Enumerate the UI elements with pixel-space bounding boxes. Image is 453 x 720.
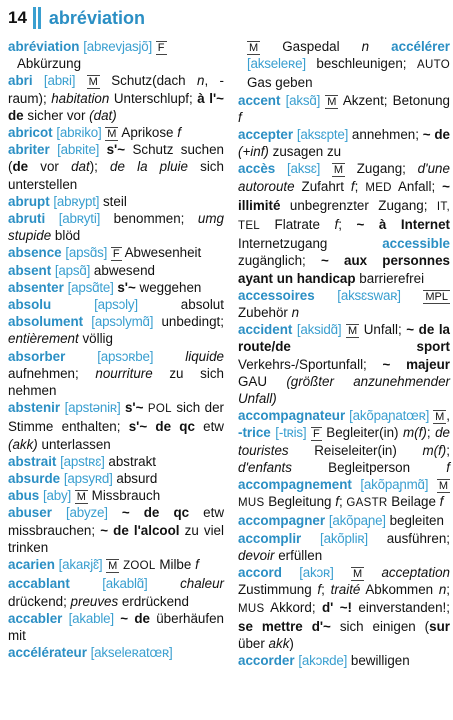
gender-label: M	[108, 560, 118, 573]
context: traité	[330, 582, 361, 598]
phonetic: [akaʀjɛ̃]	[58, 557, 103, 573]
headword: abuser	[8, 505, 52, 521]
dictionary-entry	[8, 575, 224, 609]
headword: abricot	[8, 125, 53, 141]
headword: acarien	[8, 557, 55, 573]
translation: Verkehrs-/Sportunfall;	[238, 356, 367, 372]
translation: ausführen;	[386, 530, 450, 546]
field-label: MUS	[238, 602, 265, 615]
phonetic: [apsɔlymɑ̃]	[91, 314, 154, 330]
gender-abbrev: n	[291, 305, 300, 321]
headword: abréviation	[8, 39, 80, 54]
translation: Zustimmung	[238, 582, 318, 598]
phonetic: [abʀypt]	[53, 193, 100, 209]
phonetic: [abʀi]	[43, 73, 76, 89]
translation: aufnehmen;	[8, 365, 79, 381]
gender-abbrev: f	[317, 582, 322, 598]
context: de la pluie	[110, 159, 188, 175]
phonetic: [abʀite]	[57, 142, 100, 158]
gender-abbrev: n	[438, 582, 447, 598]
phrase: s'~	[117, 279, 136, 295]
translation: drückend;	[8, 593, 67, 609]
dictionary-entry	[8, 504, 224, 556]
translation: Schutz suchen (	[8, 142, 224, 175]
phonetic: [apsɔʀbe]	[97, 348, 154, 364]
dictionary-entry	[8, 610, 224, 644]
phonetic: [apsɔly]	[94, 297, 138, 313]
dictionary-entry	[8, 124, 224, 141]
headword: accompagner	[238, 513, 326, 529]
translation: bewilligen	[350, 653, 410, 669]
dictionary-entry	[238, 512, 450, 529]
gender-label: MPL	[425, 290, 448, 303]
gender-abbrev: f	[350, 178, 355, 194]
gender-abbrev: f	[439, 494, 444, 510]
phonetic: [akõpliʀ]	[320, 530, 368, 546]
dictionary-entry	[8, 244, 224, 261]
phrase: ~ majeur	[382, 356, 450, 372]
translation: GAU	[238, 373, 268, 389]
field-label: ZOOL	[123, 560, 156, 573]
headword: abruti	[8, 211, 46, 227]
headword: abriter	[8, 142, 50, 158]
translation: , -raum);	[8, 73, 224, 106]
headword: accélérateur	[8, 645, 87, 661]
field-label: POL	[147, 403, 172, 416]
dictionary-entry	[8, 556, 224, 575]
page-header	[8, 4, 145, 32]
translation: abwesend	[93, 262, 155, 278]
gender-abbrev: f	[195, 557, 199, 573]
translation: erfüllen	[278, 547, 323, 563]
dictionary-entry	[238, 126, 450, 160]
translation: ;	[446, 442, 450, 458]
translation: Schutz(dach	[111, 73, 197, 89]
phonetic: [akɔʀde]	[298, 653, 348, 669]
translation: ;	[338, 217, 342, 233]
phonetic: [akõpaɲmɑ̃]	[360, 477, 429, 493]
dictionary-entry	[238, 652, 450, 669]
phonetic: [akable]	[68, 610, 114, 626]
headword: absence	[8, 245, 62, 261]
field-label: GASTR	[346, 497, 388, 510]
translation: barrierefrei	[359, 270, 425, 286]
phonetic: [akablɑ̃]	[102, 576, 148, 592]
gender-label: M	[333, 164, 344, 177]
translation: begleiten	[389, 513, 444, 529]
gender-label: M	[107, 128, 117, 141]
left-column	[8, 38, 224, 661]
headword: accompagnateur	[238, 408, 346, 424]
headword: abstenir	[8, 400, 61, 416]
translation: vor	[40, 159, 59, 175]
dictionary-entry	[8, 210, 224, 244]
phonetic: [aksɛpte]	[296, 127, 349, 143]
case-label: (akk)	[8, 436, 38, 452]
phrase: ~ de l'alcool	[100, 522, 180, 538]
translation: Akkord;	[270, 599, 316, 615]
phonetic: [abʀyti]	[58, 211, 101, 227]
translation: Internetzugang	[238, 236, 328, 252]
headword: abus	[8, 488, 40, 504]
headword: absolument	[8, 314, 84, 330]
phonetic: [apsɑ̃te]	[67, 279, 114, 295]
gender-abbrev: f	[334, 217, 339, 233]
gender-label: M	[438, 480, 448, 493]
dictionary-entry	[8, 453, 224, 470]
translation: Gaspedal	[282, 39, 362, 54]
phrase: ~ de qc	[121, 505, 190, 521]
translation: sicher vor	[27, 107, 86, 123]
gender-label: F	[157, 42, 165, 54]
phonetic: [aksɛswaʀ]	[337, 287, 401, 303]
phonetic: [apstʀɛ]	[60, 453, 105, 469]
translation: Missbrauch	[91, 488, 161, 504]
translation: Beilage	[391, 494, 440, 510]
headword: accent	[238, 92, 281, 108]
phonetic: [-tʀis]	[275, 425, 307, 441]
context: d'enfants	[238, 459, 292, 475]
translation: ;	[338, 494, 347, 510]
headword: accident	[238, 322, 293, 338]
translation: absolut	[180, 297, 224, 313]
headword: accessible	[382, 236, 450, 252]
translation: völlig	[82, 331, 113, 347]
translation: annehmen;	[351, 127, 419, 143]
dictionary-entry	[238, 321, 450, 407]
phonetic: [akseleʀatœʀ]	[90, 645, 173, 661]
phrase: se mettre d'~	[238, 618, 331, 634]
case-label: (dat)	[89, 107, 117, 123]
translation: weggehen	[139, 279, 202, 295]
translation: ;	[426, 425, 436, 441]
translation: absurd	[116, 471, 158, 487]
translation: )	[289, 635, 294, 651]
field-label: IT, TEL	[238, 200, 450, 233]
right-column	[238, 38, 450, 669]
dictionary-entry	[238, 564, 450, 652]
translation: Flatrate	[274, 217, 335, 233]
gender-label: M	[76, 491, 86, 504]
translation: Anfall;	[398, 178, 436, 194]
case-label: dat	[71, 159, 90, 175]
phonetic: [apsyʀd]	[63, 471, 113, 487]
context: (größter anzunehmender Unfall)	[238, 373, 450, 407]
dictionary-entry	[8, 487, 224, 504]
gender-abbrev: n	[361, 39, 370, 54]
phonetic: [apsɑ̃]	[54, 262, 91, 278]
translation: sich der Stimme enthalten;	[8, 400, 224, 435]
gender-label: F	[112, 248, 120, 261]
translation: Abkommen	[365, 582, 439, 598]
phonetic: [aksidɑ̃]	[296, 322, 342, 338]
field-label: MUS	[238, 497, 265, 510]
header-divider	[33, 7, 36, 29]
headword: accomplir	[238, 530, 302, 546]
phrase: s'~ de qc	[128, 419, 195, 435]
headword: absurde	[8, 471, 61, 487]
dictionary-entry	[8, 470, 224, 487]
dictionary-entry	[8, 141, 224, 193]
gender-label: M	[435, 411, 445, 424]
headword: accablant	[8, 576, 70, 592]
translation: Begleitperson	[328, 459, 447, 475]
context: d'une autoroute	[238, 161, 450, 194]
context: liquide	[185, 348, 224, 364]
headword: -trice	[238, 425, 271, 441]
phrase: ~ de	[422, 127, 450, 143]
headword: accord	[238, 565, 282, 581]
dictionary-entry	[238, 287, 450, 321]
gender-abbrev: f	[238, 109, 242, 125]
headword: absenter	[8, 279, 64, 295]
field-label: MED	[365, 181, 392, 194]
translation: zusagen zu	[272, 144, 342, 160]
translation: etw	[203, 419, 224, 435]
gender-abbrev: m(f)	[422, 442, 447, 458]
headword: abstrait	[8, 453, 57, 469]
gender-label: M	[348, 325, 358, 338]
gender-abbrev: f	[177, 125, 181, 141]
headword: absolu	[8, 297, 52, 313]
phrase: sur	[429, 618, 450, 634]
translation: zu sich nehmen	[8, 365, 224, 399]
translation: ;	[321, 582, 331, 598]
context: acceptation	[381, 565, 450, 581]
header-divider	[38, 7, 41, 29]
translation: unbedingt;	[161, 314, 224, 330]
translation: blöd	[54, 228, 81, 244]
translation: etw missbrauchen;	[8, 505, 224, 538]
phrase: ~ de la route/de sport	[238, 322, 450, 355]
translation: Unfall;	[363, 322, 402, 338]
phonetic: [akɔʀ]	[299, 565, 334, 581]
translation: ;	[446, 582, 451, 598]
case-label: (+inf)	[238, 144, 269, 160]
translation: Begleiter(in)	[326, 425, 404, 441]
translation: zugänglich;	[238, 253, 306, 269]
dictionary-entry	[238, 407, 450, 512]
phonetic: [akõpaɲatœʀ]	[349, 408, 430, 424]
phrase: à l'~ de	[8, 90, 224, 123]
dictionary-entry	[8, 38, 224, 72]
translation: Aprikose	[121, 125, 178, 141]
field-label: AUTO	[417, 59, 450, 72]
context: habitation	[51, 90, 110, 106]
headword: accessoires	[238, 287, 315, 303]
headword: accorder	[238, 653, 295, 669]
translation: Zubehör	[238, 305, 292, 321]
dictionary-entry	[8, 296, 224, 348]
translation: einverstanden!;	[358, 599, 450, 615]
headword: abri	[8, 73, 33, 89]
context: nourriture	[95, 365, 153, 381]
phonetic: [akõpaɲe]	[328, 513, 386, 529]
translation: Akzent; Betonung	[342, 92, 450, 108]
phrase: ~ aux personnes ayant un handicap	[238, 253, 450, 286]
translation: ,	[446, 408, 450, 424]
translation: Abwesenheit	[124, 245, 202, 261]
translation: Zugang;	[356, 161, 406, 177]
translation: sich unterstellen	[8, 159, 224, 192]
phonetic: [aksɑ̃]	[285, 92, 321, 108]
headword: accepter	[238, 127, 294, 143]
dictionary-entry	[238, 530, 450, 564]
dictionary-entry	[8, 279, 224, 296]
translation: Begleitung	[268, 494, 336, 510]
headword: absorber	[8, 348, 66, 364]
translation: abstrakt	[108, 453, 157, 469]
translation: Unterschlupf;	[113, 90, 193, 106]
gender-label: M	[88, 76, 98, 89]
translation: unterlassen	[41, 436, 111, 452]
gender-abbrev: f	[446, 459, 450, 475]
translation: steil	[102, 193, 127, 209]
dictionary-entry	[238, 92, 450, 126]
phrase: de	[12, 159, 29, 175]
context: preuves	[70, 593, 119, 609]
phonetic: [abʀiko]	[56, 125, 102, 141]
headword: absent	[8, 262, 52, 278]
context: devoir	[238, 547, 275, 563]
phonetic: [aby]	[43, 488, 72, 504]
dictionary-entry	[8, 399, 224, 453]
phonetic: [aksɛ]	[286, 161, 321, 177]
headword: accélérer	[391, 39, 450, 54]
gender-label: F	[313, 428, 320, 441]
gender-abbrev: f	[335, 494, 339, 510]
phrase: d' ~!	[321, 599, 352, 615]
gender-label: M	[352, 568, 363, 581]
translation: );	[89, 159, 111, 175]
gender-abbrev: m(f)	[403, 425, 427, 441]
translation: Milbe	[159, 557, 196, 573]
translation: benommen;	[113, 211, 185, 227]
headword: accès	[238, 161, 276, 177]
headword: accabler	[8, 610, 63, 626]
dictionary-entry	[8, 348, 224, 400]
context: entièrement	[8, 331, 79, 347]
dictionary-entry	[238, 160, 450, 286]
page-title: abréviation	[48, 7, 145, 28]
context: chaleur	[180, 576, 224, 592]
translation: überhäufen mit	[8, 610, 224, 643]
phonetic: [apstəniʀ]	[64, 400, 121, 416]
phonetic: [abʀevjasjõ]	[83, 39, 153, 54]
gender-abbrev: n	[196, 73, 205, 89]
phrase: s'~	[106, 142, 126, 158]
phrase: ~ à Internet	[356, 217, 450, 233]
translation: zu viel trinken	[8, 522, 224, 555]
headword: accompagnement	[238, 477, 352, 493]
translation: ;	[354, 178, 366, 194]
translation: unbegrenzter Zugang;	[289, 197, 428, 213]
dictionary-entry	[8, 644, 224, 661]
translation: Gas geben	[247, 75, 313, 91]
translation: Abkürzung	[17, 56, 82, 72]
phrase: ~ de	[120, 610, 150, 626]
page-number: 14	[8, 8, 27, 27]
headword: abrupt	[8, 193, 50, 209]
gender-label: M	[249, 42, 259, 54]
translation: Zufahrt	[301, 178, 351, 194]
translation: über	[238, 635, 265, 651]
translation: erdrückend	[121, 593, 189, 609]
case-label: akk	[268, 635, 290, 651]
translation: Reiseleiter(in)	[314, 442, 423, 458]
phonetic: [akseleʀe]	[247, 56, 306, 72]
context: umg stupide	[8, 211, 224, 244]
translation: beschleunigen;	[316, 56, 407, 72]
dictionary-entry	[8, 262, 224, 279]
gender-label: M	[327, 95, 337, 108]
translation: sich einigen (	[339, 618, 430, 634]
phonetic: [abyze]	[66, 505, 108, 521]
dictionary-entry	[8, 193, 224, 210]
phrase: ~ illimité	[238, 178, 450, 213]
phonetic: [apsɑ̃s]	[65, 245, 108, 261]
dictionary-entry	[8, 72, 224, 124]
phrase: s'~	[124, 400, 144, 416]
dictionary-entry	[238, 38, 450, 92]
context: de touristes	[238, 425, 450, 458]
